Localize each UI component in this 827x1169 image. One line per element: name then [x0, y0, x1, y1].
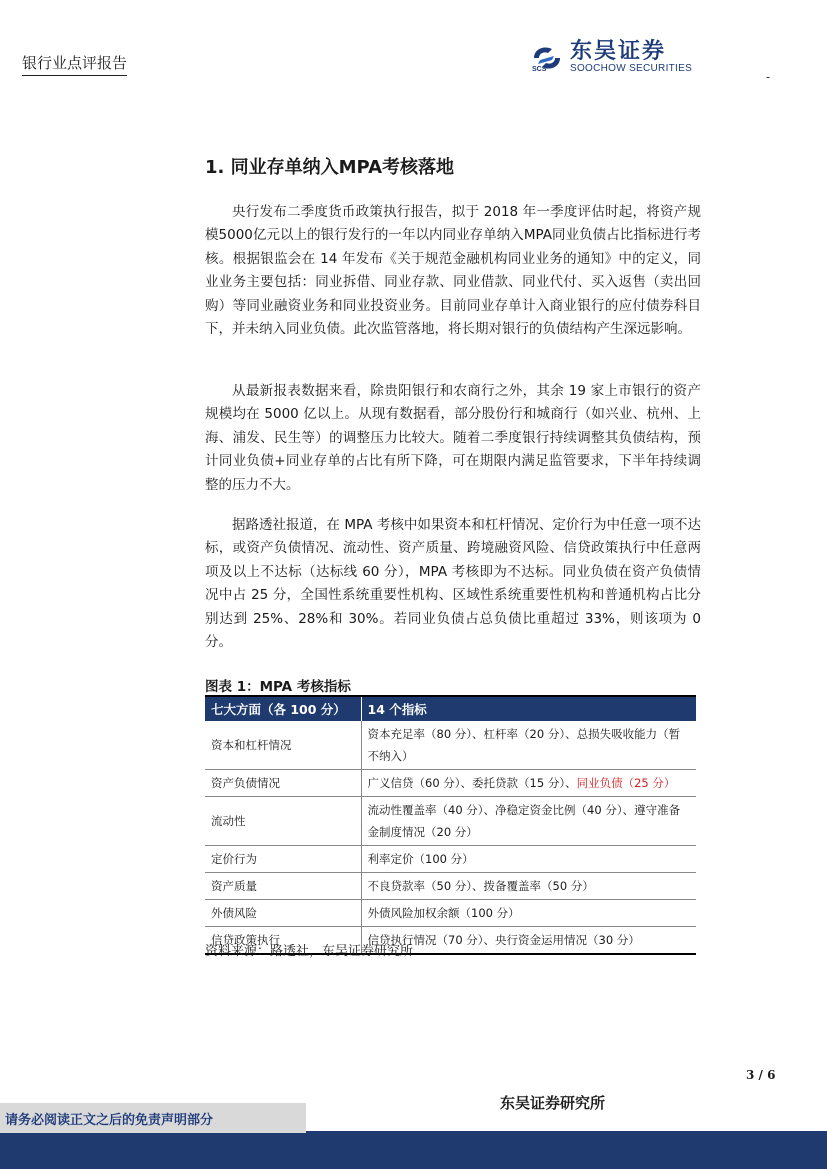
report-type-label: 银行业点评报告: [22, 52, 127, 76]
logo-english-name: SOOCHOW SECURITIES: [570, 63, 693, 74]
aspect-cell: 定价行为: [205, 846, 361, 873]
indicator-cell: 信贷执行情况（70 分）、央行资金运用情况（30 分）: [361, 927, 696, 955]
table-row: [205, 721, 696, 770]
footer-bar: [0, 1133, 827, 1169]
indicator-text: 广义信贷（60 分）、委托贷款（15 分）、: [367, 776, 577, 790]
table-row: [205, 900, 696, 927]
paragraph-2: 从最新报表数据来看，除贵阳银行和农商行之外，其余 19 家上市银行的资产规模均在 5000 亿以上。从现有数据看，部分股份行和城商行（如兴业、杭州、上海、浦发、民生等）的调整压力比较大。随着二季度银行持续调整其负债结构，预计同业负债+同业存单的占比有所下降，可在期限内满足监管要求，下半年持续调整的压力不大。: [205, 383, 701, 493]
indicator-cell: 不良贷款率（50 分）、拨备覆盖率（50 分）: [361, 873, 696, 900]
table-header-row: [205, 696, 696, 721]
aspect-cell: 资产质量: [205, 873, 361, 900]
table-row: [205, 770, 696, 797]
aspect-cell: 资本和杠杆情况: [205, 721, 361, 770]
logo-chinese-name: 东吴证券: [570, 39, 667, 64]
indicator-cell: 流动性覆盖率（40 分）、净稳定资金比例（40 分）、遵守准备金制度情况（20 分）: [361, 797, 696, 846]
figure-caption: 图表 1：MPA 考核指标: [205, 679, 351, 695]
header-aspects: 七大方面（各 100 分）: [205, 696, 361, 721]
header-dash: -: [766, 70, 771, 84]
disclaimer-text: 请务必阅读正文之后的免责声明部分: [5, 1113, 214, 1128]
table-row: [205, 846, 696, 873]
indicator-cell: 资本充足率（80 分）、杠杆率（20 分）、总损失吸收能力（暂不纳入）: [361, 721, 696, 770]
aspect-cell: 信贷政策执行: [205, 927, 361, 955]
aspect-cell: 外债风险: [205, 900, 361, 927]
aspect-cell: 流动性: [205, 797, 361, 846]
table-row: [205, 797, 696, 846]
page-number: 3 / 6: [746, 1068, 776, 1082]
research-institute-name: 东吴证券研究所: [500, 1094, 606, 1112]
logo-abbreviation: SCS: [532, 66, 547, 73]
section-title: 1. 同业存单纳入MPA考核落地: [205, 157, 455, 178]
paragraph-3: 据路透社报道，在 MPA 考核中如果资本和杠杆情况、定价行为中任意一项不达标，或资产负债情况、流动性、资产质量、跨境融资风险、信贷政策执行中任意两项及以上不达标（达标线 60 分），MPA 考核即为不达标。同业负债在资产负债情况中占 25 分，全国性系统重要性机构、区域性系统重要性机构和普通机构占比分别达到 25%、28%和 30%。若同业负债占总负债比重超过 33%，则该项为 0 分。: [205, 517, 701, 651]
table-row: [205, 873, 696, 900]
data-source-note: 资料来源：路透社，东吴证券研究所: [205, 944, 414, 959]
indicator-cell: 外债风险加权余额（100 分）: [361, 900, 696, 927]
disclaimer-box: [0, 1103, 306, 1133]
indicator-cell: [361, 770, 696, 797]
indicator-highlight: 同业负债（25 分）: [576, 776, 676, 790]
aspect-cell: 资产负债情况: [205, 770, 361, 797]
mpa-indicator-table: [205, 695, 696, 955]
indicator-cell: 利率定价（100 分）: [361, 846, 696, 873]
paragraph-1: 央行发布二季度货币政策执行报告，拟于 2018 年一季度评估时起，将资产规模5000亿元以上的银行发行的一年以内同业存单纳入MPA同业负债占比指标进行考核。根据银监会在 14 年发布《关于规范金融机构同业业务的通知》中的定义，同业业务主要包括：同业拆借、同业存款、同业借款、同业代付、买入返售（卖出回购）等同业融资业务和同业投资业务。目前同业存单计入商业银行的应付债券科目下，并未纳入同业负债。此次监管落地，将长期对银行的负债结构产生深远影响。: [205, 204, 701, 338]
company-logo: [530, 40, 692, 76]
header-indicators: 14 个指标: [361, 696, 696, 721]
